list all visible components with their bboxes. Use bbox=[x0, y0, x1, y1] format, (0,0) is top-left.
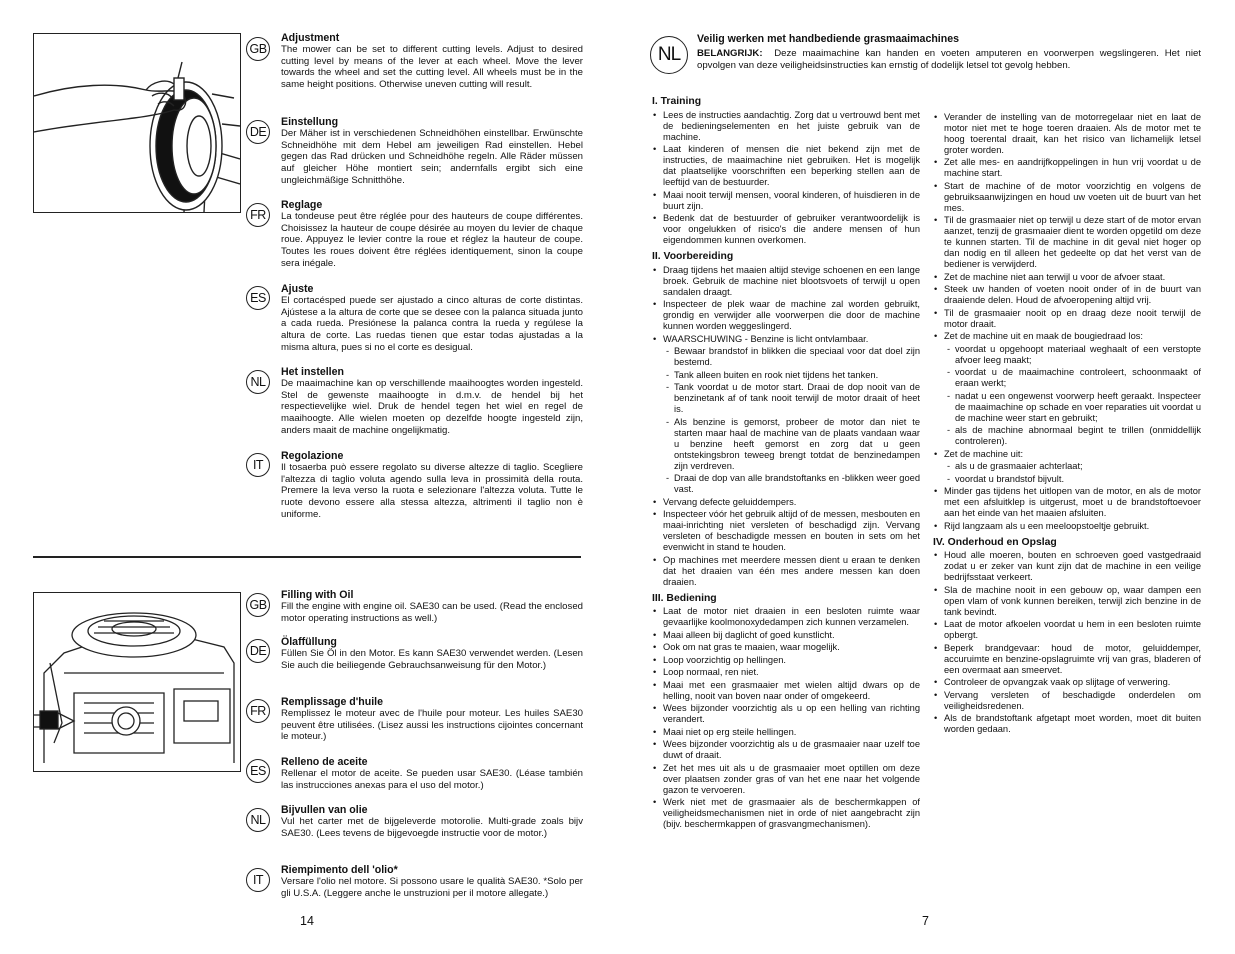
intro-label: BELANGRIJK: bbox=[697, 48, 763, 59]
section-text: Remplissez le moteur avec de l'huile pour moteur. Les huiles SAE30 peuvent être utilisées. (Lisez aussi les instructions cijointes concernant le moteur.) bbox=[281, 708, 583, 743]
bullet-item: • Houd alle moeren, bouten en schroeven goed vastgedraaid zodat u er zeker van kunt zijn dat de machine in een veilige bedrijfsstaat verkeert. bbox=[933, 550, 1201, 583]
bullet-item: • Rijd langzaam als u een meeloopstoeltje gebruikt. bbox=[933, 521, 1201, 532]
dash-subitem: - als u de grasmaaier achterlaat; bbox=[933, 461, 1201, 472]
page-number-left: 14 bbox=[300, 914, 314, 928]
dash-subitem: - voordat u brandstof bijvult. bbox=[933, 474, 1201, 485]
section-title: Ajuste bbox=[281, 283, 314, 295]
lang-badge-fr: FR bbox=[246, 699, 270, 723]
bullet-item: • Zet alle mes- en aandrijfkoppelingen in hun vrij voordat u de machine start. bbox=[933, 157, 1201, 179]
section-text: Der Mäher ist in verschiedenen Schneidhöhen einstellbar. Erwünschte Schneidhöhe mit dem Hebel am jeweiligen Rad einstellen. Hebel gegen das Rad drücken und Schneidhöhe regeln. Alle Räder müssen auf gleicher Höhe montiert sein; andernfalls ergibt sich eine ungleichmäßige Schnitthöhe. bbox=[281, 128, 583, 186]
lang-badge-nl-large: NL bbox=[650, 36, 688, 74]
instructions-column-2 bbox=[933, 110, 1201, 735]
intro-text: Deze maaimachine kan handen en voeten amputeren en voorwerpen wegslingeren. Het niet opvolgen van deze veiligheidsinstructies kan ernstig of dodelijk letsel tot gevolg hebben. bbox=[697, 48, 1201, 71]
bullet-item: • Inspecteer de plek waar de machine zal worden gebruikt, grondig en verwijder alle voorwerpen die door de machine kunnen worden weggeslingerd. bbox=[652, 299, 920, 332]
bullet-item: • Verander de instelling van de motorregelaar niet en laat de motor niet met te hoge toeren draaien. Als de motor met te hoog toerental draait, kan het risico van lichamelijk letsel groter worden. bbox=[933, 112, 1201, 156]
bullet-item: • Wees bijzonder voorzichtig als u op een helling van richting verandert. bbox=[652, 703, 920, 725]
section-oil-nl bbox=[281, 804, 583, 839]
bullet-item: • Zet de machine niet aan terwijl u voor de afvoer staat. bbox=[933, 272, 1201, 283]
section-title: Riempimento dell 'olio* bbox=[281, 864, 398, 876]
section-title: Bijvullen van olie bbox=[281, 804, 368, 816]
bullet-item: • Vervang defecte geluiddempers. bbox=[652, 497, 920, 508]
section-text: Versare l'olio nel motore. Si possono usare le qualità SAE30. *Solo per gli U.S.A. (Leggere anche le unstruzioni per il motore allegate.) bbox=[281, 876, 583, 899]
instruction-list bbox=[652, 606, 920, 830]
bullet-item: • Op machines met meerdere messen dient u eraan te denken dat het draaien van één mes andere messen kan doen draaien. bbox=[652, 555, 920, 588]
page-number-right: 7 bbox=[922, 914, 929, 928]
section-oil-fr bbox=[281, 696, 583, 743]
section-oil-de bbox=[281, 636, 583, 671]
section-divider bbox=[33, 556, 581, 558]
engine-icon bbox=[34, 593, 240, 771]
section-adjustment-nl bbox=[281, 366, 583, 437]
section-title: Relleno de aceite bbox=[281, 756, 368, 768]
bullet-item: • Laat de motor afkoelen voordat u hem in een besloten ruimte opbergt. bbox=[933, 619, 1201, 641]
bullet-item: • Zet de machine uit: bbox=[933, 449, 1201, 460]
dash-subitem: - Tank alleen buiten en rook niet tijdens het tanken. bbox=[652, 370, 920, 381]
bullet-item: • Vervang versleten of beschadigde onderdelen om veiligheidsredenen. bbox=[933, 690, 1201, 712]
instructions-column-1 bbox=[652, 96, 920, 830]
section-adjustment-it bbox=[281, 450, 583, 521]
bullet-item: • Als de brandstoftank afgetapt moet worden, moet dit buiten worden gedaan. bbox=[933, 713, 1201, 735]
bullet-item: • Draag tijdens het maaien altijd stevige schoenen en een lange broek. Gebruik de machine niet blootsvoets of terwijl u open sandalen draagt. bbox=[652, 265, 920, 298]
section-adjustment-de bbox=[281, 116, 583, 187]
section-title: Filling with Oil bbox=[281, 589, 354, 601]
lang-badge-es: ES bbox=[246, 286, 270, 310]
dash-subitem: - Draai de dop van alle brandstoftanks en -blikken weer goed vast. bbox=[652, 473, 920, 495]
section-oil-gb bbox=[281, 589, 583, 624]
bullet-item: • Maai niet op erg steile hellingen. bbox=[652, 727, 920, 738]
subsection-heading: IV. Onderhoud en Opslag bbox=[933, 536, 1057, 548]
bullet-item: • Zet de machine uit en maak de bougiedraad los: bbox=[933, 331, 1201, 342]
section-text: Füllen Sie Öl in den Motor. Es kann SAE30 verwendet werden. (Lesen Sie auch die beiliegende Gebrauchsanweisung für den Motor.) bbox=[281, 648, 583, 671]
dash-subitem: - Tank voordat u de motor start. Draai de dop nooit van de benzinetank af of tank nooit terwijl de motor draait of heet is. bbox=[652, 382, 920, 415]
section-title: Adjustment bbox=[281, 32, 340, 44]
instruction-list bbox=[652, 110, 920, 247]
dash-subitem: - voordat u opgehoopt materiaal weghaalt of een verstopte afvoer leeg maakt; bbox=[933, 344, 1201, 366]
lang-badge-gb: GB bbox=[246, 593, 270, 617]
bullet-item: • Laat de motor niet draaien in een besloten ruimte waar gevaarlijke koolmonoxydedampen zich kunnen verzamelen. bbox=[652, 606, 920, 628]
bullet-item: • Minder gas tijdens het uitlopen van de motor, en als de motor met een afsluitklep is uitgerust, moet u de brandstoftoevoer aan het einde van het maaien afsluiten. bbox=[933, 486, 1201, 519]
lang-badge-nl: NL bbox=[246, 808, 270, 832]
section-text: Il tosaerba può essere regolato su diverse altezze di taglio. Scegliere l'altezza di taglio voluta agendo sulla leva in prossimità della routa. Premere la leva verso la ruota e selezionare l'altezza voluta. Tutte le ruote devono essere alla stessa altezza, altrimenti il taglio non è uniforme. bbox=[281, 462, 583, 520]
bullet-item: • Loop voorzichtig op hellingen. bbox=[652, 655, 920, 666]
bullet-item: • Wees bijzonder voorzichtig als u de grasmaaier naar uzelf toe duwt of draait. bbox=[652, 739, 920, 761]
bullet-item: • Laat kinderen of mensen die niet bekend zijn met de instructies, de maaimachine niet gebruiken. Het is mogelijk dat plaatselijke voorschriften een beperking stellen aan de leeftijd van de bestuurder. bbox=[652, 144, 920, 188]
subsection-heading: III. Bediening bbox=[652, 592, 717, 604]
dash-subitem: - Bewaar brandstof in blikken die speciaal voor dat doel zijn bestemd. bbox=[652, 346, 920, 368]
bullet-item: • Sla de machine nooit in een gebouw op, waar dampen een open vlam of vonk kunnen bereiken, terwijl zich benzine in de tank bevindt. bbox=[933, 585, 1201, 618]
lang-badge-fr: FR bbox=[246, 203, 270, 227]
lang-badge-gb: GB bbox=[246, 37, 270, 61]
section-title: Einstellung bbox=[281, 116, 339, 128]
bullet-item: • Steek uw handen of voeten nooit onder of in de buurt van draaiende delen. Houd de afvoeropening altijd vrij. bbox=[933, 284, 1201, 306]
section-title: Het instellen bbox=[281, 366, 344, 378]
bullet-item: • Werk niet met de grasmaaier als de beschermkappen of veiligheidsmechanismen niet in orde of niet aangebracht zijn (bijv. beschermkappen of grasvangmechanismen). bbox=[652, 797, 920, 830]
hand-on-wheel-lever-icon bbox=[34, 34, 240, 212]
dash-subitem: - voordat u de maaimachine controleert, schoonmaakt of eraan werkt; bbox=[933, 367, 1201, 389]
bullet-item: • Til de grasmaaier nooit op en draag deze nooit terwijl de motor draait. bbox=[933, 308, 1201, 330]
bullet-item: • WAARSCHUWING - Benzine is licht ontvlambaar. bbox=[652, 334, 920, 345]
bullet-item: • Inspecteer vóór het gebruik altijd of de messen, mesbouten en maai-inrichting niet versleten of beschadigd zijn. Vervang versleten of beschadigde messen en bouten in sets om het evenwicht in stand te houden. bbox=[652, 509, 920, 553]
bullet-item: • Zet het mes uit als u de grasmaaier moet optillen om deze over plaatsen zonder gras of van het ene naar het volgende gazon te vervoeren. bbox=[652, 763, 920, 796]
dash-subitem: - nadat u een ongewenst voorwerp heeft geraakt. Inspecteer de maaimachine op schade en voer reparaties uit voordat u de machine weer start en gebruikt; bbox=[933, 391, 1201, 424]
bullet-item: • Loop normaal, ren niet. bbox=[652, 667, 920, 678]
lang-badge-de: DE bbox=[246, 639, 270, 663]
instruction-list bbox=[933, 550, 1201, 735]
lang-badge-nl: NL bbox=[246, 370, 270, 394]
safety-intro bbox=[697, 48, 1201, 71]
section-adjustment-es bbox=[281, 283, 583, 354]
subsection-heading: II. Voorbereiding bbox=[652, 251, 734, 262]
section-text: The mower can be set to different cutting levels. Adjust to desired cutting level by means of the lever at each wheel. Move the lever towards the wheel and set the cutting level. All wheels must be in the same height positions. Otherwise uneven cutting will result. bbox=[281, 44, 583, 91]
section-title: Reglage bbox=[281, 199, 323, 211]
section-text: Fill the engine with engine oil. SAE30 can be used. (Read the enclosed motor operating instructions as well.) bbox=[281, 601, 583, 624]
section-text: Vul het carter met de bijgeleverde motorolie. Multi-grade zoals bijv SAE30. (Lees tevens de bijgevoegde instructie voor de motor.) bbox=[281, 816, 583, 839]
left-page bbox=[0, 0, 600, 954]
instruction-list bbox=[933, 112, 1201, 532]
section-title: Regolazione bbox=[281, 450, 344, 462]
engine-oil-illustration bbox=[33, 592, 241, 772]
bullet-item: • Ook om nat gras te maaien, waar mogelijk. bbox=[652, 642, 920, 653]
subsection-heading: I. Training bbox=[652, 96, 702, 107]
bullet-item: • Lees de instructies aandachtig. Zorg dat u vertrouwd bent met de bedieningselementen en het juiste gebruik van de machine. bbox=[652, 110, 920, 143]
bullet-item: • Beperk brandgevaar: houd de motor, geluiddemper, accuruimte en benzine-opslagruimte vrij van gras, bladeren of een overmaat aan smeervet. bbox=[933, 643, 1201, 676]
lang-badge-de: DE bbox=[246, 120, 270, 144]
bullet-item: • Maai alleen bij daglicht of goed kunstlicht. bbox=[652, 630, 920, 641]
section-text: Rellenar el motor de aceite. Se pueden usar SAE30. (Léase también las instrucciones anexas para el uso del motor.) bbox=[281, 768, 583, 791]
section-adjustment-fr bbox=[281, 199, 583, 270]
section-title: Ölaffüllung bbox=[281, 636, 337, 648]
bullet-item: • Start de machine of de motor voorzichtig en volgens de gebruiksaanwijzingen en houd uw voeten uit de buurt van het mes. bbox=[933, 181, 1201, 214]
section-text: La tondeuse peut être réglée pour des hauteurs de coupe différentes. Choisissez la hauteur de coupe désirée au moyen du levier de chaque roue. Appuyez le levier contre la roue et réglez la hauteur de coupe. Toutes les roues doivent être réglées identiquement, sinon la coupe sera inégale. bbox=[281, 211, 583, 269]
safety-title: Veilig werken met handbediende grasmaaimachines bbox=[697, 33, 959, 45]
section-oil-es bbox=[281, 756, 583, 791]
lang-badge-it: IT bbox=[246, 453, 270, 477]
instruction-list bbox=[652, 265, 920, 588]
lang-badge-es: ES bbox=[246, 759, 270, 783]
section-oil-it bbox=[281, 864, 583, 899]
bullet-item: • Bedenk dat de bestuurder of gebruiker verantwoordelijk is voor ongelukken of risico's die andere mensen of hun eigendommen kunnen overkomen. bbox=[652, 213, 920, 246]
bullet-item: • Til de grasmaaier niet op terwijl u deze start of de motor ervan aanzet, tenzij de grasmaaier dient te worden opgetild om deze te kunnen starten. Til de machine in dit geval niet hoger op dan nodig en til alleen het gedeelte op dat het verst van de bediener is verwijderd. bbox=[933, 215, 1201, 270]
lang-badge-it: IT bbox=[246, 868, 270, 892]
bullet-item: • Maai met een grasmaaier met wielen altijd dwars op de helling, nooit van boven naar onder of omgekeerd. bbox=[652, 680, 920, 702]
wheel-adjustment-illustration bbox=[33, 33, 241, 213]
dash-subitem: - Als benzine is gemorst, probeer de motor dan niet te starten maar haal de machine van de plaats vandaan waar u benzine heeft gemorst en zorg dat u geen ontstekingsbron teweeg brengt totdat de benzinedampen zijn verdreven. bbox=[652, 417, 920, 472]
bullet-item: • Controleer de opvangzak vaak op slijtage of verwering. bbox=[933, 677, 1201, 688]
section-title: Remplissage d'huile bbox=[281, 696, 384, 708]
dash-subitem: - als de machine abnormaal begint te trillen (onmiddellijk controleren). bbox=[933, 425, 1201, 447]
section-text: El cortacésped puede ser ajustado a cinco alturas de corte distintas. Ajústese a la altura de corte que se desee con la palanca situada junto a cada rueda. Presiónese la palanca contra la rueda y regúlese la altura de corte. Las ruedas tienen que estar todas ajustadas a la misma altura, pues si no el corte es desigual. bbox=[281, 295, 583, 353]
section-adjustment-gb bbox=[281, 32, 583, 91]
bullet-item: • Maai nooit terwijl mensen, vooral kinderen, of huisdieren in de buurt zijn. bbox=[652, 190, 920, 212]
right-page bbox=[600, 0, 1235, 954]
section-text: De maaimachine kan op verschillende maaihoogtes worden ingesteld. Stel de gewenste maaihoogte in d.m.v. de hendel bij het respectievelijke wiel. Druk de hendel tegen het wiel en regel de maaihoogte. Alle wielen moeten op dezelfde hoogte ingesteld zijn, anders maait de machine ongelijkmatig. bbox=[281, 378, 583, 436]
